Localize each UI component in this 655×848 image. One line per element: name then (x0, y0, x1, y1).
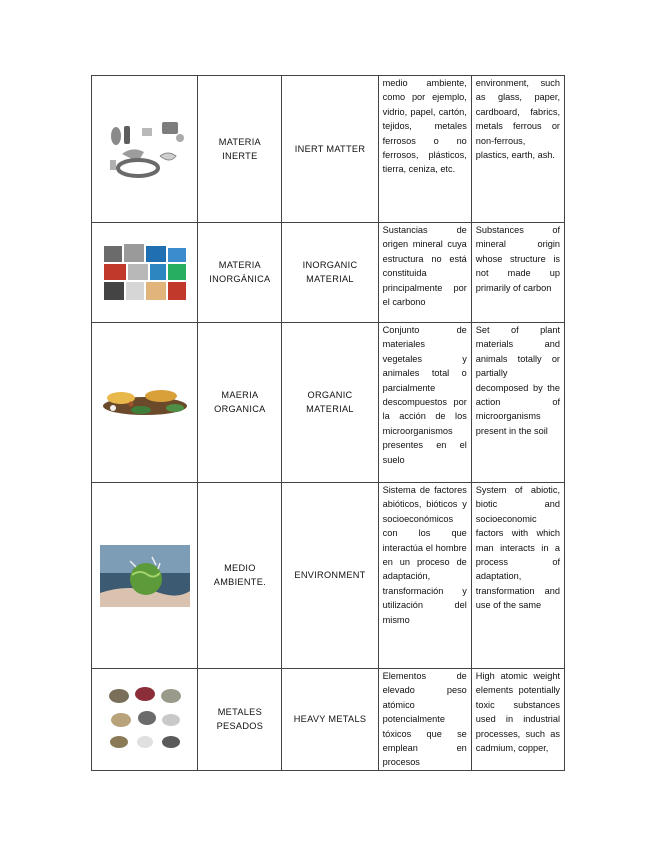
definition-english (471, 669, 564, 771)
image-cell (92, 323, 198, 483)
inorganic-collage-image (102, 242, 188, 304)
term-spanish-text: MATERIA INORGÁNICA (209, 260, 271, 285)
glossary-table (91, 75, 565, 771)
term-spanish (198, 76, 282, 223)
assorted-waste-objects-image (102, 116, 188, 182)
term-english (282, 669, 378, 771)
leaves-and-soil-image (101, 388, 189, 418)
term-english (282, 483, 378, 669)
term-english-text: HEAVY METALS (293, 714, 367, 725)
term-english (282, 323, 378, 483)
term-spanish-text: MEDIO AMBIENTE. (213, 563, 266, 588)
term-spanish (198, 483, 282, 669)
image-cell (92, 669, 198, 771)
term-english-text: INORGANIC MATERIAL (302, 260, 358, 285)
definition-english-text: Set of plant materials and animals totally or partially decomposed by the action of microorganisms present in the soil (475, 325, 560, 436)
definition-spanish-text: medio ambiente, como por ejemplo, vidrio, papel, cartón, tejidos, metales ferrosos o no ferrosos, plásticos, tierra, ceniza, etc. (382, 78, 467, 175)
definition-spanish-text: Elementos de elevado peso atómico potencialmente tóxicos que se emplean en procesos (382, 671, 467, 768)
definition-english-text: High atomic weight elements potentially toxic substances used in industrial processes, such as cadmium, copper, (475, 671, 560, 754)
definition-spanish (378, 76, 471, 223)
table-row (92, 76, 565, 223)
definition-english (471, 323, 564, 483)
term-english-text: ORGANIC MATERIAL (306, 390, 354, 415)
definition-spanish (378, 223, 471, 323)
image-cell (92, 223, 198, 323)
definition-spanish-text: Sistema de factores abióticos, bióticos y socioeconómicos con los que interactúa el hombre en un proceso de adaptación, transformación y utilización del mismo (382, 485, 467, 625)
table-row (92, 223, 565, 323)
definition-spanish (378, 323, 471, 483)
definition-spanish-text: Sustancias de origen mineral cuya estructura no está constituida principalmente por el carbono (382, 225, 467, 308)
hand-holding-earth-image (100, 545, 190, 607)
definition-english (471, 76, 564, 223)
table-row (92, 483, 565, 669)
definition-english-text: Substances of mineral origin whose structure is not made up primarily of carbon (475, 225, 560, 293)
term-spanish-text: METALES PESADOS (216, 707, 264, 732)
term-spanish (198, 323, 282, 483)
term-spanish (198, 223, 282, 323)
table-row (92, 323, 565, 483)
term-english (282, 76, 378, 223)
definition-english-text: environment, such as glass, paper, cardboard, fabrics, metals ferrous or non-ferrous, plastics, earth, ash. (475, 78, 560, 161)
definition-spanish (378, 669, 471, 771)
term-english-text: ENVIRONMENT (294, 570, 366, 581)
term-english-text: INERT MATTER (294, 143, 366, 154)
term-spanish-text: MAERIA ORGANICA (214, 390, 266, 415)
definition-spanish (378, 483, 471, 669)
image-cell (92, 76, 198, 223)
image-cell (92, 483, 198, 669)
definition-english (471, 223, 564, 323)
definition-english (471, 483, 564, 669)
term-spanish (198, 669, 282, 771)
table-row (92, 669, 565, 771)
heavy-metal-samples-image (105, 684, 185, 756)
term-english (282, 223, 378, 323)
definition-spanish-text: Conjunto de materiales vegetales y animales total o parcialmente descompuestos por la acción de los microorganismos presentes en el suelo (382, 325, 467, 465)
term-spanish-text: MATERIA INERTE (218, 136, 261, 161)
definition-english-text: System of abiotic, biotic and socioeconomic factors with which man interacts in a process of adaptation, transformation and use of the same (475, 485, 560, 611)
